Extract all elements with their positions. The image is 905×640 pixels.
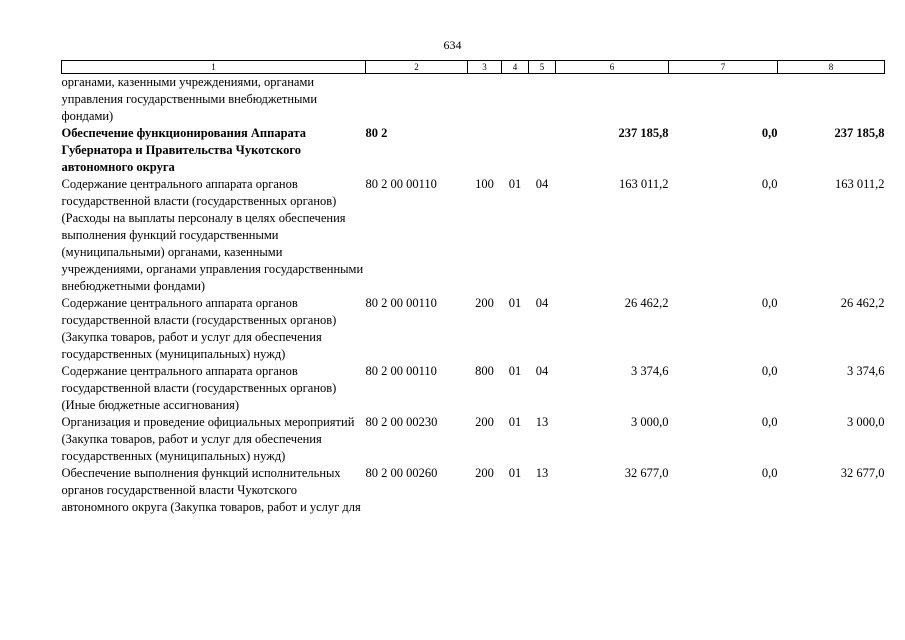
- row-name: Обеспечение функционирования Аппарата Губернатора и Правительства Чукотского автономного округа: [61, 126, 307, 174]
- row-col-3: 800: [475, 364, 494, 378]
- row-value-8: 237 185,8: [834, 126, 885, 140]
- header-col-5: 5: [529, 61, 556, 74]
- row-col-5: 13: [535, 415, 549, 429]
- page-number: 634: [443, 38, 462, 52]
- row-code: 80 2: [365, 126, 388, 140]
- row-value-6: 237 185,8: [618, 126, 669, 140]
- row-code: 80 2 00 00230: [365, 415, 438, 429]
- row-code: 80 2 00 00260: [365, 466, 438, 480]
- row-col-3: 200: [475, 415, 494, 429]
- row-name: Содержание центрального аппарата органов государственной власти (государственных органов) (Иные бюджетные ассигнования): [61, 364, 337, 412]
- row-value-6: 3 374,6: [631, 364, 669, 378]
- header-col-2: 2: [366, 61, 468, 74]
- row-col-4: 01: [508, 415, 522, 429]
- row-value-7: 0,0: [761, 466, 778, 480]
- row-value-6: 26 462,2: [624, 296, 669, 310]
- row-col-4: [502, 125, 529, 176]
- header-col-6: 6: [556, 61, 669, 74]
- row-name: Содержание центрального аппарата органов государственной власти (государственных органов) (Расходы на выплаты персоналу в целях обеспечения выполнения функций государственными (муниципальными) органами, казенными учреждениями, органами управления государственными внебюджетными фондами): [61, 177, 364, 293]
- row-value-8: 3 374,6: [847, 364, 885, 378]
- row-col-3: 200: [475, 466, 494, 480]
- row-col-5: 04: [535, 177, 549, 191]
- row-name: Обеспечение выполнения функций исполнительных органов государственной власти Чукотского автономного округа (Закупка товаров, работ и услуг для: [61, 466, 361, 514]
- table-row: [62, 295, 885, 363]
- row-col-5: 04: [535, 296, 549, 310]
- row-name: Организация и проведение официальных мероприятий (Закупка товаров, работ и услуг для обеспечения государственных (муниципальных) нужд): [61, 415, 355, 463]
- row-value-8: 3 000,0: [847, 415, 885, 429]
- row-value-7: 0,0: [761, 415, 778, 429]
- header-col-3: 3: [468, 61, 502, 74]
- row-value-8: 163 011,2: [834, 177, 885, 191]
- row-value-6: 32 677,0: [624, 466, 669, 480]
- row-value-8: 26 462,2: [840, 296, 885, 310]
- row-col-3: [468, 125, 502, 176]
- row-col-4: 01: [508, 364, 522, 378]
- row-col-5: 13: [535, 466, 549, 480]
- row-code: 80 2 00 00110: [365, 177, 437, 191]
- row-col-4: 01: [508, 177, 522, 191]
- table-row: [62, 125, 885, 176]
- header-col-8: 8: [778, 61, 885, 74]
- row-code: 80 2 00 00110: [365, 296, 437, 310]
- continuation-text: органами, казенными учреждениями, органами управления государственными внебюджетными фондами): [61, 75, 318, 123]
- row-value-8: 32 677,0: [840, 466, 885, 480]
- row-col-5: 04: [535, 364, 549, 378]
- row-col-3: 100: [475, 177, 494, 191]
- row-value-6: 3 000,0: [631, 415, 669, 429]
- row-name: Содержание центрального аппарата органов государственной власти (государственных органов) (Закупка товаров, работ и услуг для обеспечения государственных (муниципальных) нужд): [61, 296, 337, 361]
- table-row: [62, 465, 885, 533]
- row-col-4: 01: [508, 296, 522, 310]
- header-row: [62, 61, 885, 74]
- header-col-7: 7: [669, 61, 778, 74]
- row-value-7: 0,0: [761, 364, 778, 378]
- row-value-7: 0,0: [761, 126, 778, 140]
- row-code: 80 2 00 00110: [365, 364, 437, 378]
- table-row: [62, 363, 885, 414]
- table-row: [62, 176, 885, 295]
- header-col-4: 4: [502, 61, 529, 74]
- table-row: [62, 414, 885, 465]
- row-value-7: 0,0: [761, 177, 778, 191]
- row-value-6: 163 011,2: [618, 177, 669, 191]
- row-col-5: [529, 125, 556, 176]
- budget-table: [61, 60, 885, 533]
- row-col-4: 01: [508, 466, 522, 480]
- header-col-1: 1: [62, 61, 366, 74]
- continuation-row: [62, 74, 885, 126]
- row-value-7: 0,0: [761, 296, 778, 310]
- row-col-3: 200: [475, 296, 494, 310]
